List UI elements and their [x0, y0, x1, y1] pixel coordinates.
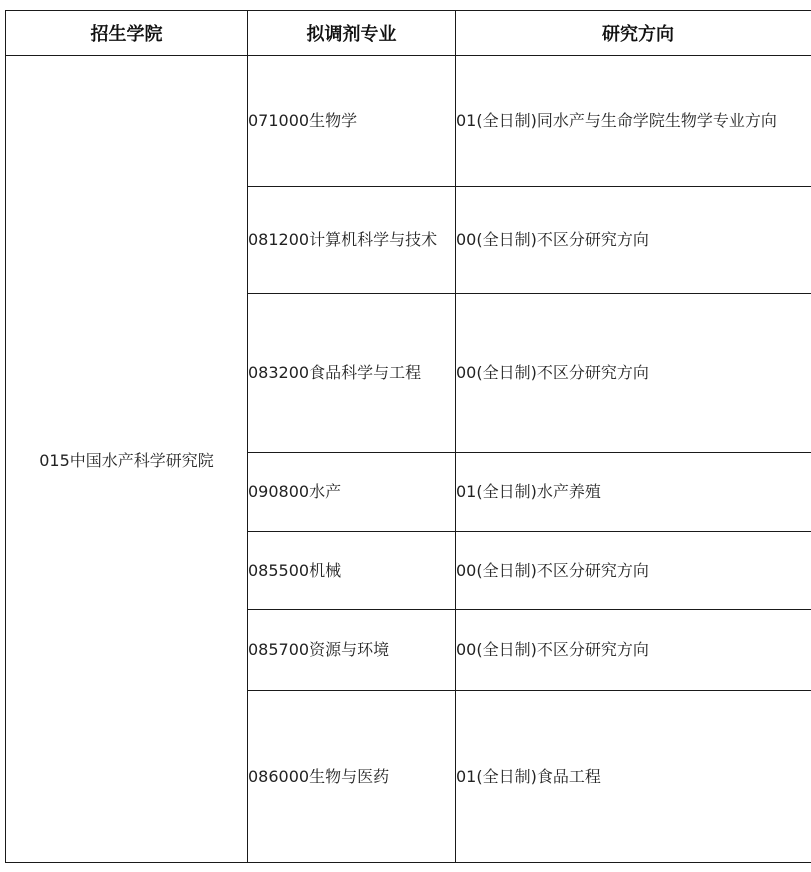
major-cell: 085500机械	[248, 532, 456, 610]
major-cell: 081200计算机科学与技术	[248, 187, 456, 294]
major-cell: 090800水产	[248, 453, 456, 532]
direction-cell	[456, 610, 811, 691]
direction-text: 00(全日制)不区分研究方向	[456, 230, 649, 249]
direction-text: 01(全日制)食品工程	[456, 766, 601, 786]
major-cell: 085700资源与环境	[248, 610, 456, 691]
direction-cell	[456, 532, 811, 610]
direction-cell	[456, 691, 811, 863]
major-cell: 071000生物学	[248, 56, 456, 187]
direction-text: 00(全日制)不区分研究方向	[456, 363, 649, 382]
direction-text: 00(全日制)不区分研究方向	[456, 640, 649, 659]
major-cell: 086000生物与医药	[248, 691, 456, 863]
direction-cell	[456, 453, 811, 532]
direction-cell	[456, 56, 811, 187]
adjustment-table	[5, 10, 811, 863]
college-cell: 015中国水产科学研究院	[6, 56, 248, 863]
direction-cell	[456, 294, 811, 453]
header-row	[6, 11, 811, 56]
direction-text: 00(全日制)不区分研究方向	[456, 560, 649, 580]
header-major: 拟调剂专业	[248, 11, 456, 56]
direction-cell	[456, 187, 811, 294]
header-direction: 研究方向	[456, 11, 811, 56]
direction-text: 01(全日制)同水产与生命学院生物学专业方向	[456, 111, 777, 130]
direction-text: 01(全日制)水产养殖	[456, 482, 601, 501]
major-cell: 083200食品科学与工程	[248, 294, 456, 453]
header-college: 招生学院	[6, 11, 248, 56]
table-row	[6, 56, 811, 187]
